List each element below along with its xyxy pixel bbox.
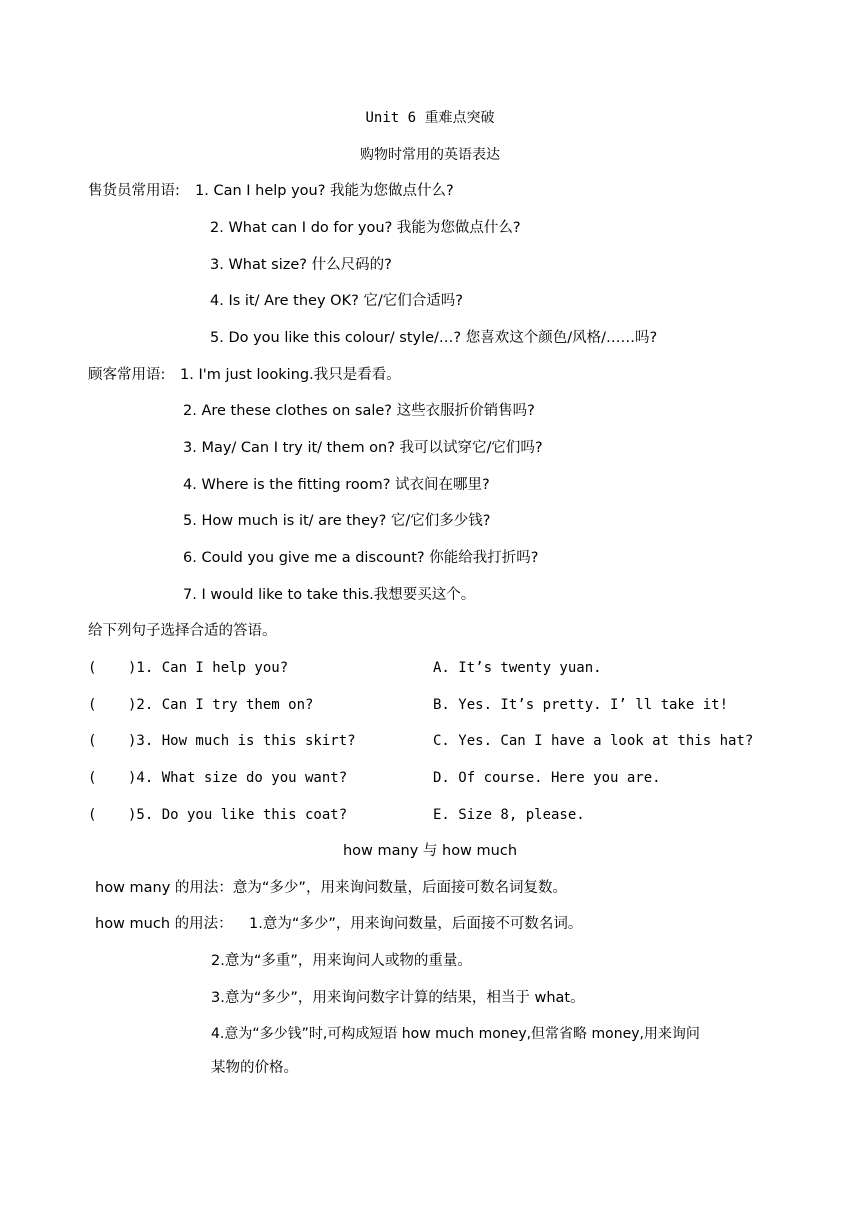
customer-item: 6. Could you give me a discount? 你能给我打折吗? <box>183 550 539 566</box>
answer-blank-open: ( <box>88 660 97 676</box>
exercise-question: )4. What size do you want? <box>128 770 348 786</box>
customer-item: 2. Are these clothes on sale? 这些衣服折价销售吗? <box>183 403 535 419</box>
exercise-question: )5. Do you like this coat? <box>128 807 348 823</box>
clerk-item: 3. What size? 什么尺码的? <box>210 257 392 273</box>
how-much-lead: how much 的用法： <box>95 916 233 932</box>
exercise-answer: C. Yes. Can I have a look at this hat? <box>433 733 754 749</box>
customer-item: 3. May/ Can I try it/ them on? 我可以试穿它/它们吗? <box>183 440 543 456</box>
exercise-answer: D. Of course. Here you are. <box>433 770 661 786</box>
customer-lead: 顾客常用语: <box>88 367 166 383</box>
exercise-instruction: 给下列句子选择合适的答语。 <box>88 623 277 639</box>
answer-blank-open: ( <box>88 697 97 713</box>
grammar-heading: how many 与 how much <box>342 843 518 859</box>
exercise-question: )3. How much is this skirt? <box>128 733 356 749</box>
page-title: Unit 6 重难点突破 <box>365 110 495 126</box>
how-many-usage: how many 的用法：意为“多少”，用来询问数量，后面接可数名词复数。 <box>95 880 567 896</box>
exercise-question: )1. Can I help you? <box>128 660 289 676</box>
customer-item: 7. I would like to take this.我想要买这个。 <box>183 587 476 603</box>
customer-item: 4. Where is the fitting room? 试衣间在哪里? <box>183 477 490 493</box>
page-subtitle: 购物时常用的英语表达 <box>360 147 500 163</box>
customer-item: 5. How much is it/ are they? 它/它们多少钱? <box>183 513 491 529</box>
answer-blank-open: ( <box>88 733 97 749</box>
how-much-item: 4.意为“多少钱”时,可构成短语 how much money,但常省略 money,用来询问 <box>211 1026 700 1042</box>
clerk-item: 1. Can I help you? 我能为您做点什么? <box>195 183 454 199</box>
how-much-item: 3.意为“多少”，用来询问数字计算的结果，相当于 what。 <box>211 990 585 1006</box>
clerk-item: 4. Is it/ Are they OK? 它/它们合适吗? <box>210 293 463 309</box>
how-much-item: 2.意为“多重”，用来询问人或物的重量。 <box>211 953 472 969</box>
clerk-item: 5. Do you like this colour/ style/…? 您喜欢这个颜色/风格/……吗? <box>210 330 658 346</box>
clerk-item: 2. What can I do for you? 我能为您做点什么? <box>210 220 521 236</box>
answer-blank-open: ( <box>88 770 97 786</box>
exercise-question: )2. Can I try them on? <box>128 697 314 713</box>
customer-item: 1. I'm just looking.我只是看看。 <box>180 367 401 383</box>
clerk-lead: 售货员常用语: <box>88 183 180 199</box>
exercise-answer: E. Size 8, please. <box>433 807 585 823</box>
exercise-answer: A. It’s twenty yuan. <box>433 660 602 676</box>
exercise-answer: B. Yes. It’s pretty. I’ ll take it! <box>433 697 729 713</box>
how-much-item: 1.意为“多少”，用来询问数量，后面接不可数名词。 <box>249 916 583 932</box>
how-much-continuation: 某物的价格。 <box>211 1060 298 1076</box>
answer-blank-open: ( <box>88 807 97 823</box>
